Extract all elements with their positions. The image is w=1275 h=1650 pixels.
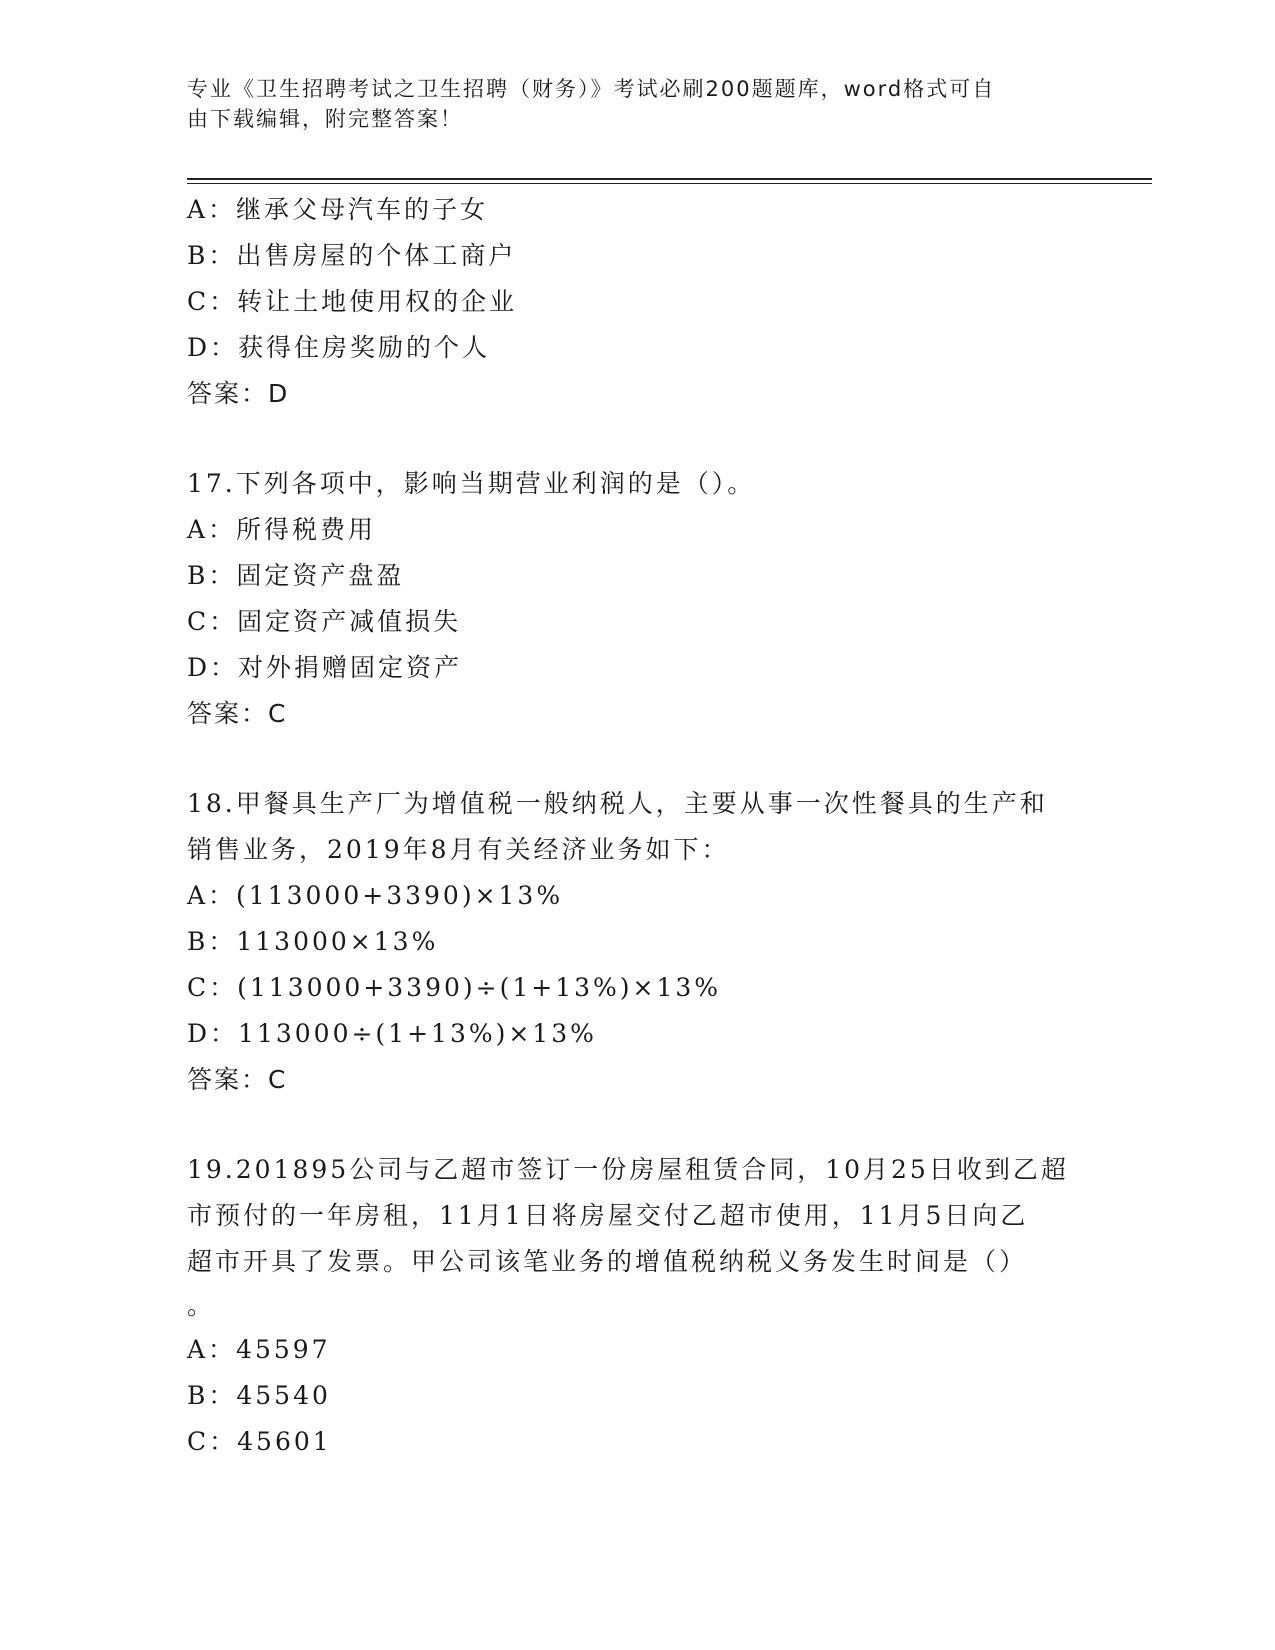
- header-rule-thick: [187, 178, 1152, 180]
- header-rule-thin: [187, 183, 1152, 184]
- question-stem-line-3: 超市开具了发票。甲公司该笔业务的增值税纳税义务发生时间是（）: [187, 1247, 1028, 1276]
- question-list: [187, 187, 1087, 1465]
- spacer: [187, 1103, 1087, 1147]
- question-16: [187, 187, 1087, 417]
- spacer: [187, 417, 1087, 461]
- option-a: A：(113000+3390)×13%: [187, 881, 564, 910]
- option-d: D：113000÷(1+13%)×13%: [187, 1019, 597, 1048]
- answer: 答案：C: [187, 699, 288, 728]
- question-18: [187, 781, 1087, 1103]
- question-stem-line-4: 。: [187, 1291, 216, 1320]
- question-19: [187, 1147, 1087, 1465]
- option-c: C：(113000+3390)÷(1+13%)×13%: [187, 973, 722, 1002]
- option-c: C：转让土地使用权的企业: [187, 287, 518, 316]
- question-stem-line-2: 销售业务，2019年8月有关经济业务如下：: [187, 835, 730, 864]
- option-d: D：对外捐赠固定资产: [187, 653, 463, 682]
- header-line-2: 由下载编辑，附完整答案！: [187, 107, 463, 131]
- question-stem: 17.下列各项中，影响当期营业利润的是（）。: [187, 469, 756, 498]
- answer: 答案：D: [187, 379, 290, 408]
- option-c: C：固定资产减值损失: [187, 607, 462, 636]
- option-c: C：45601: [187, 1427, 332, 1456]
- question-stem-line-1: 18.甲餐具生产厂为增值税一般纳税人，主要从事一次性餐具的生产和: [187, 789, 1048, 818]
- option-b: B：45540: [187, 1381, 331, 1410]
- question-stem-line-2: 市预付的一年房租，11月1日将房屋交付乙超市使用，11月5日向乙: [187, 1201, 1029, 1230]
- spacer: [187, 737, 1087, 781]
- answer: 答案：C: [187, 1065, 288, 1094]
- option-a: A：45597: [187, 1335, 331, 1364]
- option-b: B：固定资产盘盈: [187, 561, 405, 590]
- document-header: [187, 74, 1067, 134]
- question-stem-line-1: 19.201895公司与乙超市签订一份房屋租赁合同，10月25日收到乙超: [187, 1155, 1069, 1184]
- option-b: B：出售房屋的个体工商户: [187, 241, 517, 270]
- header-line-1: 专业《卫生招聘考试之卫生招聘（财务）》考试必刷200题题库，word格式可自: [187, 77, 996, 101]
- option-a: A：继承父母汽车的子女: [187, 195, 489, 224]
- option-d: D：获得住房奖励的个人: [187, 333, 491, 362]
- option-a: A：所得税费用: [187, 515, 377, 544]
- question-17: [187, 461, 1087, 737]
- option-b: B：113000×13%: [187, 927, 439, 956]
